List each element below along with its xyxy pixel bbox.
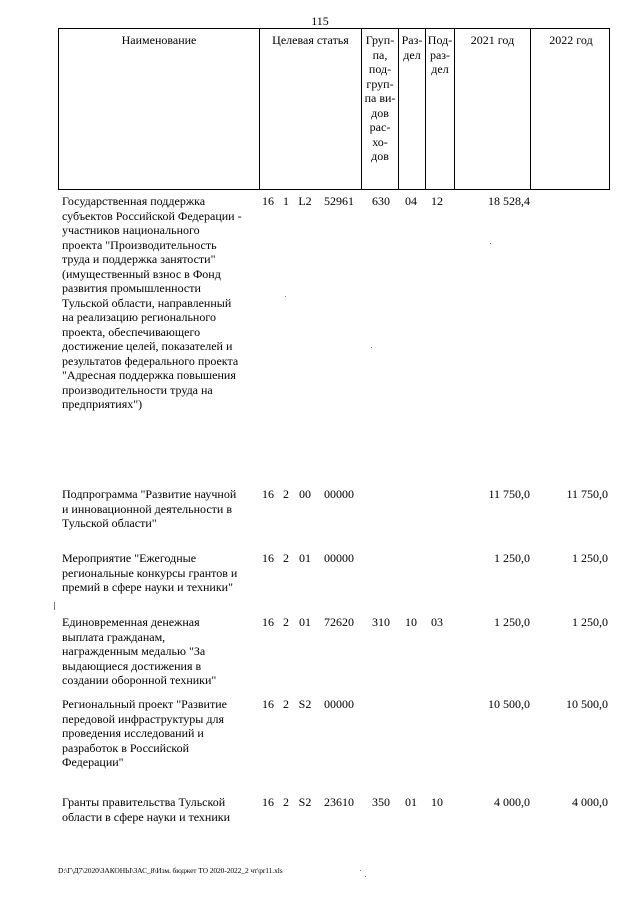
expense-group: 310 bbox=[372, 615, 390, 629]
row-name-line: Тульской области" bbox=[62, 516, 157, 530]
target-program: 16 bbox=[262, 551, 274, 565]
scan-speck bbox=[360, 870, 361, 871]
amount-2022: 4 000,0 bbox=[572, 795, 608, 809]
header-section: Раз- дел bbox=[401, 33, 423, 62]
target-item: 00 bbox=[299, 487, 311, 501]
scan-speck bbox=[285, 296, 286, 297]
scan-speck bbox=[371, 347, 372, 348]
row-name-line: Единовременная денежная bbox=[62, 615, 200, 629]
table-header bbox=[58, 28, 610, 190]
target-code: 23610 bbox=[324, 795, 354, 809]
row-name-line: Гранты правительства Тульской bbox=[62, 795, 226, 809]
amount-2022: 10 500,0 bbox=[566, 697, 608, 711]
row-name-line: Региональный проект "Развитие bbox=[62, 697, 227, 711]
file-path-footer: D:\Г\Д7\2020\ЗАКОНЫ\ЗАС_8\Изм. бюджет ТО 2020-2022_2 чт\pr11.xls bbox=[58, 866, 283, 875]
scan-speck bbox=[365, 876, 366, 877]
row-name-line: Подпрограмма "Развитие научной bbox=[62, 487, 237, 501]
row-name-line: проекта, обеспечивающего bbox=[62, 324, 201, 339]
row-name-line: Мероприятие "Ежегодные bbox=[62, 551, 197, 565]
row-name-line: участников национального bbox=[62, 223, 200, 237]
row-name-line: области в сфере науки и техники bbox=[62, 809, 230, 824]
section-code: 04 bbox=[405, 194, 417, 208]
target-code: 00000 bbox=[324, 551, 354, 565]
row-name-line: проведения исследований и bbox=[62, 726, 204, 740]
section-code: 01 bbox=[405, 795, 417, 809]
row-name-line: создании оборонной техники" bbox=[62, 673, 217, 687]
row-name-line: "Адресная поддержка повышения bbox=[62, 368, 236, 382]
header-group: Груп- па, под- груп- па ви- дов рас- хо- дов bbox=[364, 33, 396, 163]
target-program: 16 bbox=[262, 697, 274, 711]
target-item: 01 bbox=[299, 615, 311, 629]
expense-group: 350 bbox=[372, 795, 390, 809]
row-name-line: (имущественный взнос в Фонд bbox=[62, 266, 221, 281]
subsection-code: 12 bbox=[431, 194, 443, 208]
row-name bbox=[62, 487, 258, 531]
amount-2022: 1 250,0 bbox=[572, 615, 608, 629]
amount-2022: 11 750,0 bbox=[566, 487, 608, 501]
target-subprogram: 2 bbox=[283, 615, 289, 629]
subsection-code: 10 bbox=[431, 795, 443, 809]
header-divider bbox=[454, 29, 455, 189]
row-name-line: и инновационной деятельности в bbox=[62, 501, 232, 516]
row-name-line: производительности труда на bbox=[62, 382, 213, 397]
header-2022: 2022 год bbox=[549, 33, 593, 47]
header-2021: 2021 год bbox=[470, 33, 515, 47]
target-program: 16 bbox=[262, 194, 274, 208]
target-code: 00000 bbox=[324, 487, 354, 501]
row-name-line: региональные конкурсы грантов и bbox=[62, 565, 238, 580]
target-item: S2 bbox=[298, 697, 312, 711]
row-name-line: Тульской области, направленный bbox=[62, 295, 232, 310]
header-name: Наименование bbox=[121, 33, 197, 47]
row-name-line: награжденным медалью "За bbox=[62, 644, 206, 658]
row-name-line: премий в сфере науки и техники" bbox=[62, 580, 233, 594]
target-subprogram: 1 bbox=[283, 194, 289, 208]
row-name-line: передовой инфраструктуры для bbox=[62, 711, 224, 726]
row-name-line: разработок в Российской bbox=[62, 740, 190, 755]
amount-2021: 1 250,0 bbox=[494, 551, 530, 565]
row-name-line: проекта "Производительность bbox=[62, 237, 217, 252]
target-code: 52961 bbox=[324, 194, 354, 208]
row-name-line: выплата гражданам, bbox=[62, 629, 166, 644]
row-name-line: выдающиеся достижения в bbox=[62, 658, 202, 673]
amount-2021: 4 000,0 bbox=[494, 795, 530, 809]
row-name-line: труда и поддержка занятости" bbox=[62, 252, 216, 266]
target-code: 72620 bbox=[324, 615, 354, 629]
row-name-line: достижение целей, показателей и bbox=[62, 339, 233, 353]
header-target: Целевая статья bbox=[272, 33, 349, 47]
scan-speck bbox=[490, 243, 491, 244]
header-divider bbox=[530, 29, 531, 189]
row-name-line: субъектов Российской Федерации - bbox=[62, 208, 242, 223]
target-program: 16 bbox=[262, 487, 274, 501]
target-program: 16 bbox=[262, 615, 274, 629]
row-name-line: результатов федерального проекта bbox=[62, 353, 239, 368]
row-name-line: развития промышленности bbox=[62, 281, 201, 295]
amount-2021: 18 528,4 bbox=[488, 194, 530, 208]
row-name bbox=[62, 615, 258, 688]
amount-2021: 1 250,0 bbox=[494, 615, 530, 629]
target-program: 16 bbox=[262, 795, 274, 809]
row-name-line: Федерации" bbox=[62, 755, 124, 769]
target-subprogram: 2 bbox=[283, 487, 289, 501]
target-item: L2 bbox=[298, 194, 312, 208]
header-divider bbox=[259, 29, 260, 189]
scan-speck bbox=[54, 602, 55, 610]
row-name-line: Государственная поддержка bbox=[62, 194, 206, 208]
section-code: 10 bbox=[405, 615, 417, 629]
target-item: 01 bbox=[299, 551, 311, 565]
subsection-code: 03 bbox=[431, 615, 443, 629]
row-name-line: предприятиях") bbox=[62, 397, 143, 411]
target-item: S2 bbox=[298, 795, 312, 809]
row-name bbox=[62, 194, 258, 412]
row-name-line: на реализацию регионального bbox=[62, 310, 216, 324]
row-name bbox=[62, 697, 258, 770]
expense-group: 630 bbox=[372, 194, 390, 208]
target-subprogram: 2 bbox=[283, 697, 289, 711]
row-name bbox=[62, 551, 258, 595]
amount-2021: 11 750,0 bbox=[488, 487, 530, 501]
row-name bbox=[62, 795, 258, 824]
target-subprogram: 2 bbox=[283, 795, 289, 809]
target-code: 00000 bbox=[324, 697, 354, 711]
target-subprogram: 2 bbox=[283, 551, 289, 565]
page-number: 115 bbox=[311, 14, 329, 28]
header-subsection: Под- раз- дел bbox=[427, 33, 453, 76]
amount-2021: 10 500,0 bbox=[488, 697, 530, 711]
amount-2022: 1 250,0 bbox=[572, 551, 608, 565]
